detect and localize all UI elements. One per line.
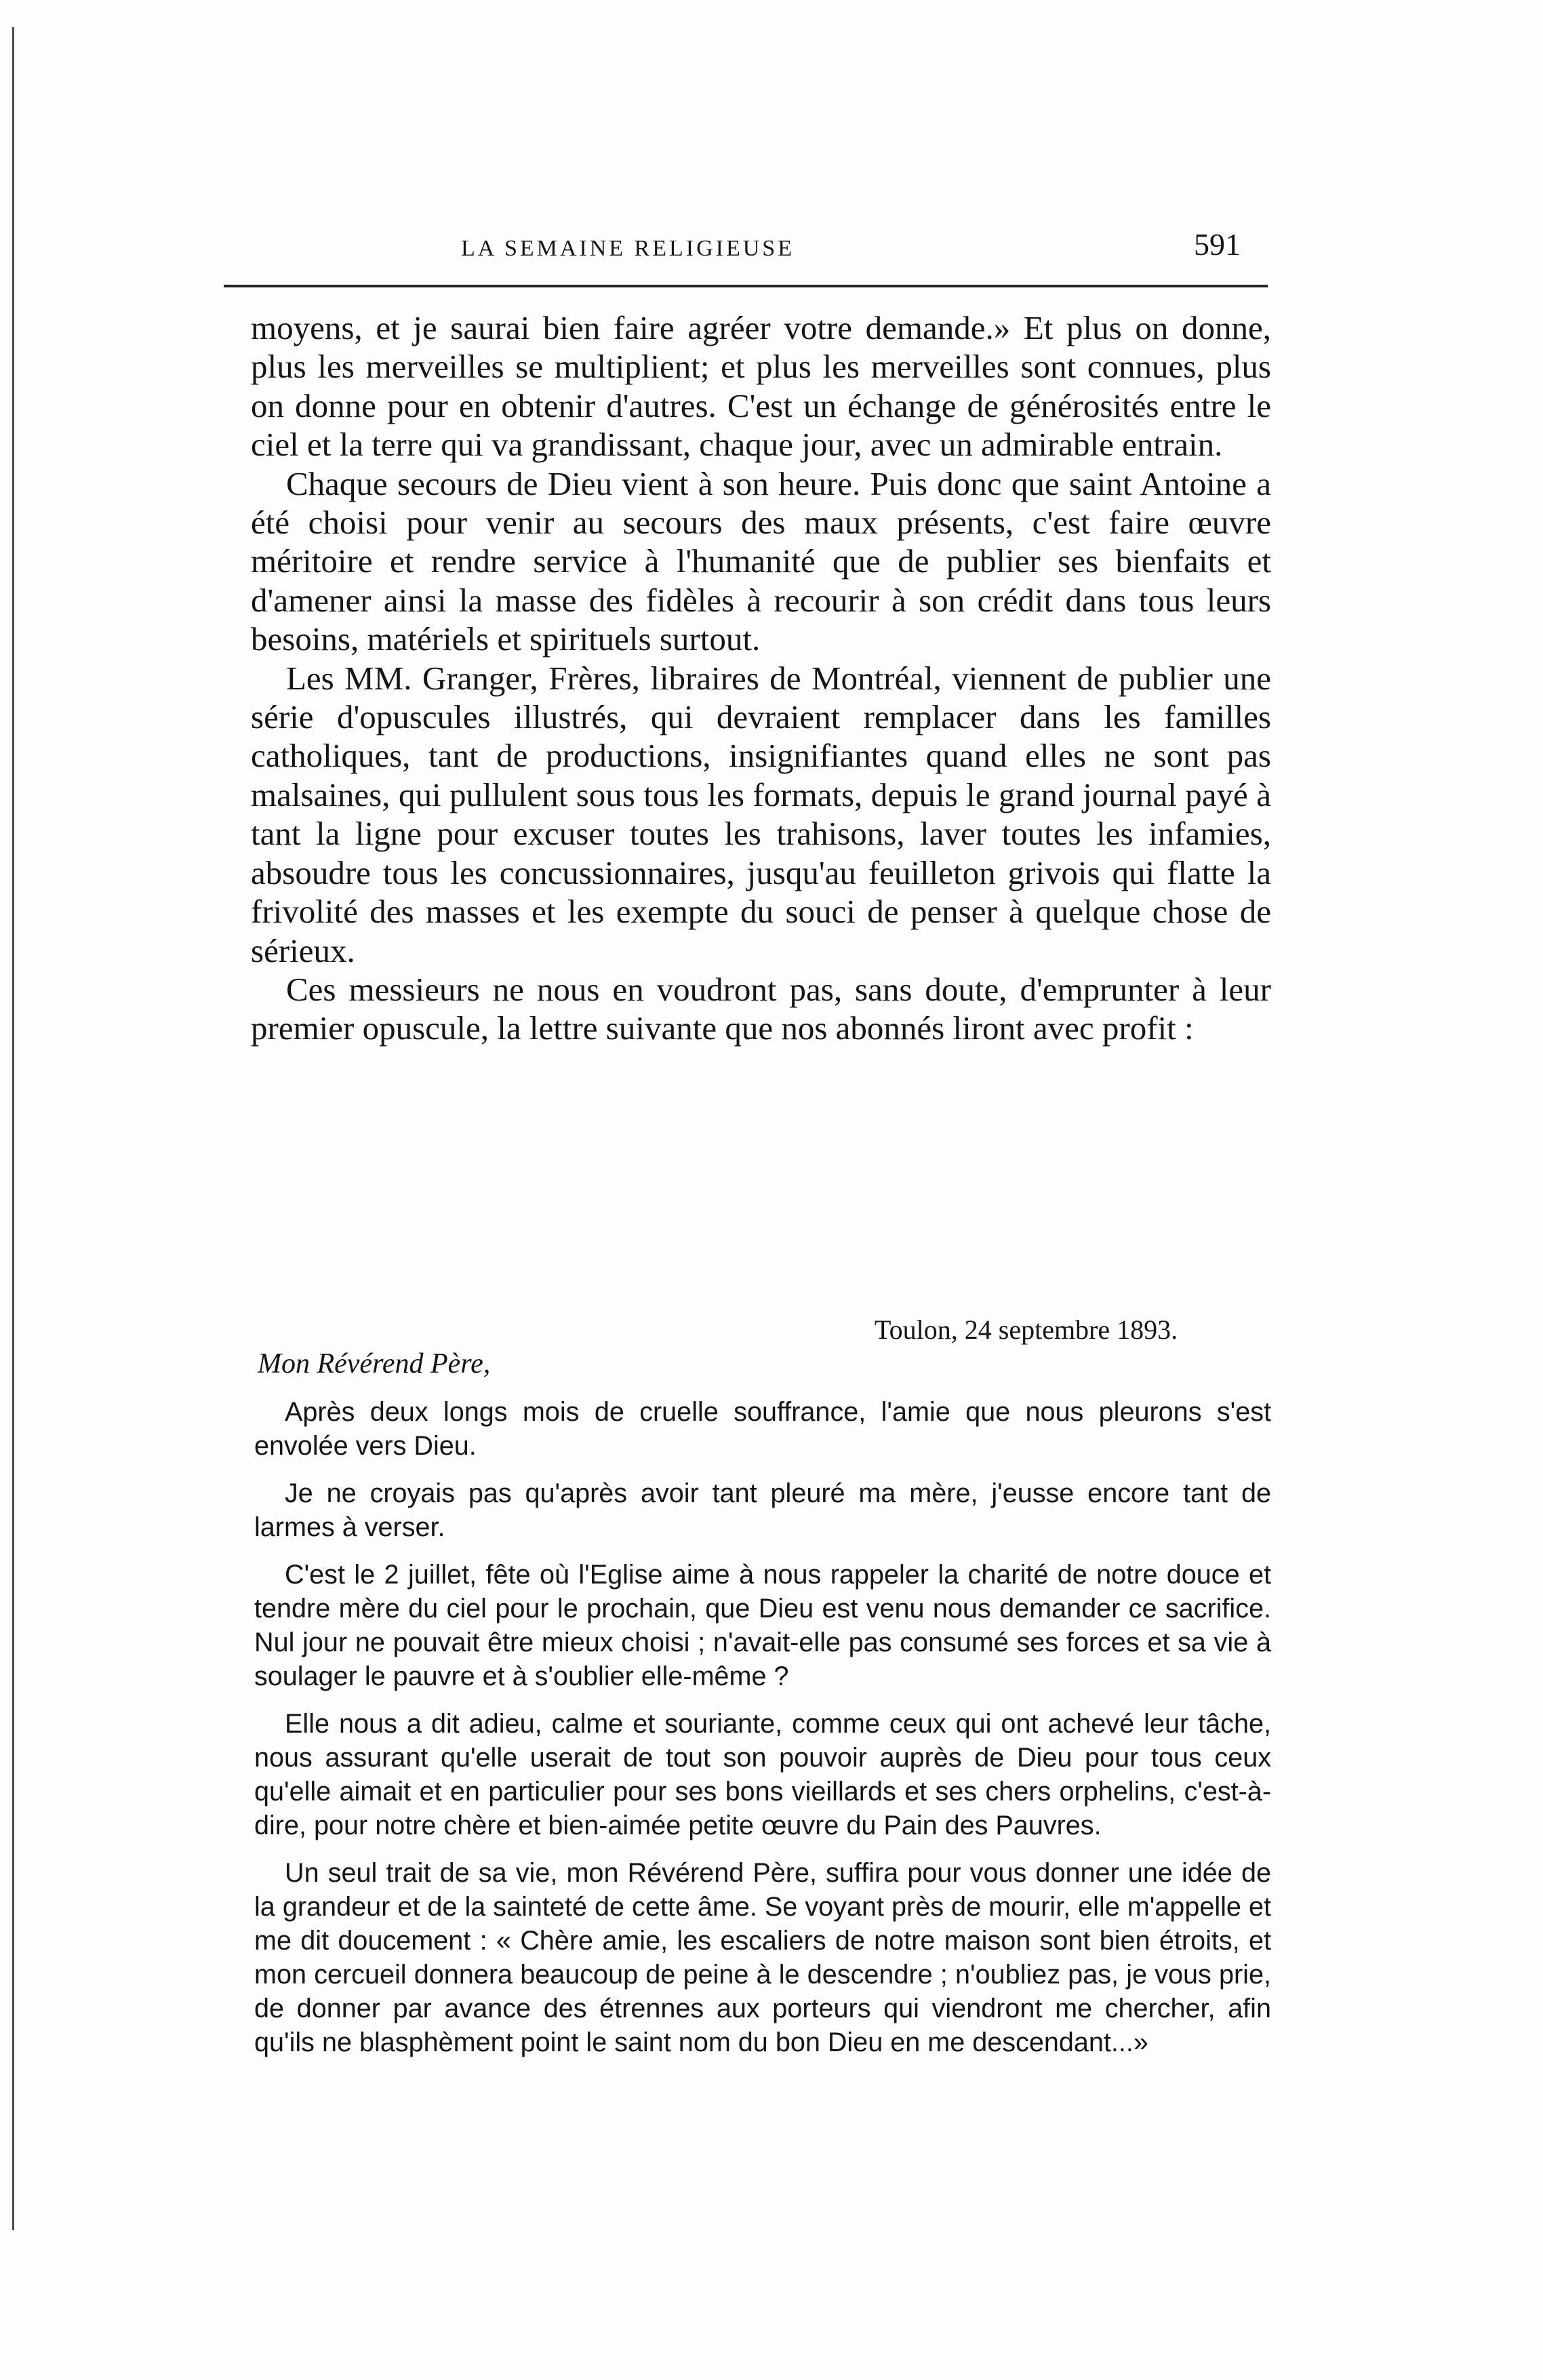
letter-paragraph: Après deux longs mois de cruelle souffrance, l'amie que nous pleurons s'est envolée vers Dieu. [254,1397,1271,1461]
body-paragraph: Les MM. Granger, Frères, libraires de Montréal, viennent de publier une série d'opuscules illustrés, qui devraient remplacer dans les familles catholiques, tant de productions, insignifiantes quand elles ne sont pas malsaines, qui pullulent sous tous les formats, depuis le grand journal payé à tant la ligne pour excuser toutes les trahisons, laver toutes les infamies, absoudre tous les concussionnaires, jusqu'au feuilleton grivois qui flatte la frivolité des masses et les exempte du souci de penser à quelque chose de sérieux. [251,659,1271,969]
body-paragraph: Chaque secours de Dieu vient à son heure. Puis donc que saint Antoine a été choisi pour venir au secours des maux présents, c'est faire œuvre méritoire et rendre service à l'humanité que de publier ses bienfaits et d'amener ainsi la masse des fidèles à recourir à son crédit dans tous leurs besoins, matériels et spirituels surtout. [251,464,1271,658]
header-divider [224,285,1268,287]
running-title: LA SEMAINE RELIGIEUSE [461,236,795,261]
letter-paragraph: Je ne croyais pas qu'après avoir tant pleuré ma mère, j'eusse encore tant de larmes à verser. [254,1478,1271,1542]
letter-salutation: Mon Révérend Père, [258,1348,491,1379]
article-body [251,308,1271,1048]
page-number: 591 [1194,227,1241,262]
letter-paragraph: Un seul trait de sa vie, mon Révérend Père, suffira pour vous donner une idée de la grandeur et de la sainteté de cette âme. Se voyant près de mourir, elle m'appelle et me dit doucement : « Chère amie, les escaliers de notre maison sont bien étroits, et mon cercueil donnera beaucoup de peine à le descendre ; n'oubliez pas, je vous prie, de donner par avance des étrennes aux porteurs qui viendront me chercher, afin qu'ils ne blasphèment point le saint nom du bon Dieu en me descendant...» [254,1858,1271,2057]
body-paragraph: Ces messieurs ne nous en voudront pas, sans doute, d'emprunter à leur premier opuscule, la lettre suivante que nos abonnés liront avec profit : [251,970,1271,1047]
letter-date: Toulon, 24 septembre 1893. [875,1314,1178,1345]
letter-paragraph: Elle nous a dit adieu, calme et souriante, comme ceux qui ont achevé leur tâche, nous assurant qu'elle userait de tout son pouvoir auprès de Dieu pour tous ceux qu'elle aimait et en particulier pour ses bons vieillards et ses chers orphelins, c'est-à-dire, pour notre chère et bien-aimée petite œuvre du Pain des Pauvres. [254,1709,1271,1840]
page-edge-rule [12,27,14,2230]
letter-body [254,1395,1271,2069]
letter-paragraph: C'est le 2 juillet, fête où l'Eglise aime à nous rappeler la charité de notre douce et tendre mère du ciel pour le prochain, que Dieu est venu nous demander ce sacrifice. Nul jour ne pouvait être mieux choisi ; n'avait-elle pas consumé ses forces et sa vie à soulager le pauvre et à s'oublier elle-même ? [254,1560,1271,1691]
body-paragraph: moyens, et je saurai bien faire agréer votre demande.» Et plus on donne, plus les merveilles se multiplient; et plus les merveilles sont connues, plus on donne pour en obtenir d'autres. C'est un échange de générosités entre le ciel et la terre qui va grandissant, chaque jour, avec un admirable entrain. [251,309,1271,464]
